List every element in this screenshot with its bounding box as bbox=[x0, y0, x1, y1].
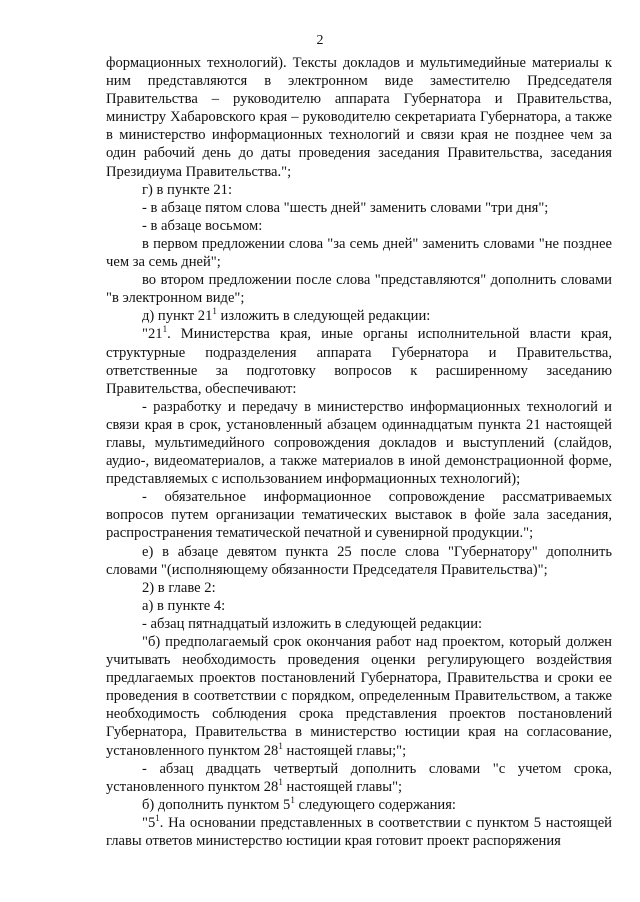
text-run: . Министерства края, иные органы исполнительной власти края, структурные подразделения аппарата Губернатора и Правительства, ответственные за подготовку вопросов к расширенному заседанию Правительства, обеспечивают: bbox=[106, 326, 612, 397]
text-run: . На основании представленных в соответствии с пунктом 5 настоящей главы ответов министерство юстиции края готовит проект распоряжения bbox=[106, 814, 612, 850]
paragraph-multimedia: - разработку и передачу в министерство информационных технологий и связи края в срок, установленный абзацем одиннадцатым пункта 21 настоящей главы, мультимедийного сопровождения докладов и выступлений (слайдов, аудио-, видеоматериалов, а также материалов в иной демонстрационной форме, представляемых с использованием информационных технологий); bbox=[106, 398, 612, 488]
document-body bbox=[106, 54, 612, 850]
text-run: следующего содержания: bbox=[294, 796, 456, 813]
superscript: 1 bbox=[290, 794, 295, 805]
superscript: 1 bbox=[278, 776, 283, 787]
paragraph-item-g: г) в пункте 21: bbox=[142, 181, 232, 198]
paragraph-abzac-24 bbox=[106, 760, 612, 796]
text-run: изложить в следующей редакции: bbox=[216, 308, 431, 325]
text-run: "5 bbox=[142, 814, 156, 831]
text-run: д) пункт 21 bbox=[142, 308, 213, 325]
paragraph-abzac-8: - в абзаце восьмом: bbox=[142, 217, 263, 234]
paragraph-clause-5-1 bbox=[106, 814, 612, 850]
superscript: 1 bbox=[155, 812, 160, 823]
paragraph-clause-b bbox=[106, 633, 612, 760]
text-run: - абзац двадцать четвертый дополнить словами "с учетом срока, установленного пунктом 28 bbox=[106, 760, 612, 795]
text-run: б) дополнить пунктом 5 bbox=[142, 796, 291, 813]
paragraph-info-support: - обязательное информационное сопровождение рассматриваемых вопросов путем организации тематических выставок в фойе зала заседания, распространения тематической печатной и сувенирной продукции."; bbox=[106, 489, 612, 542]
paragraph-first-sentence: в первом предложении слова "за семь дней" заменить словами "не позднее чем за семь дней"; bbox=[106, 235, 612, 271]
text-run: "21 bbox=[142, 326, 163, 343]
superscript: 1 bbox=[212, 306, 217, 317]
text-run: "б) предполагаемый срок окончания работ над проектом, который должен учитывать необходимость проведения оценки регулирующего воздействия предлагаемых проектов постановлений Губернатора, Правительства и сроки ее проведения в соответствии с порядком, определенным Правительством, а также необходимость соблюдения срока представления проектов постановлений Губернатора, Правительства в министерство юстиции края на согласование, установленного пунктом 28 bbox=[106, 634, 612, 759]
superscript: 1 bbox=[162, 324, 168, 335]
paragraph-item-a: а) в пункте 4: bbox=[142, 597, 226, 614]
paragraph-continuation: формационных технологий). Тексты докладов и мультимедийные материалы к ним представляются в электронном виде заместителю Председателя Правительства – руководителю аппарата Губернатора и Правительства, министру Хабаровского края – руководителю секретариата Губернатора, а также в министерство информационных технологий и связи края не позднее чем за один рабочий день до даты проведения заседания Правительства, заседания Президиума Правительства."; bbox=[106, 55, 612, 180]
paragraph-item-b bbox=[106, 796, 612, 814]
superscript: 1 bbox=[278, 740, 283, 751]
paragraph-item-e: е) в абзаце девятом пункта 25 после слова "Губернатору" дополнить словами "(исполняющему обязанности Председателя Правительства)"; bbox=[106, 543, 612, 578]
paragraph-chapter-2: 2) в главе 2: bbox=[142, 579, 216, 596]
page-number: 2 bbox=[316, 33, 324, 48]
text-run: настоящей главы"; bbox=[282, 778, 403, 795]
paragraph-abzac-15: - абзац пятнадцатый изложить в следующей редакции: bbox=[142, 615, 483, 632]
paragraph-second-sentence: во втором предложении после слова "представляются" дополнить словами "в электронном виде"; bbox=[106, 272, 612, 307]
text-run: настоящей главы;"; bbox=[282, 742, 407, 759]
paragraph-abzac-5: - в абзаце пятом слова "шесть дней" заменить словами "три дня"; bbox=[142, 199, 549, 216]
paragraph-clause-21-1 bbox=[106, 325, 612, 397]
paragraph-item-d bbox=[106, 307, 612, 325]
